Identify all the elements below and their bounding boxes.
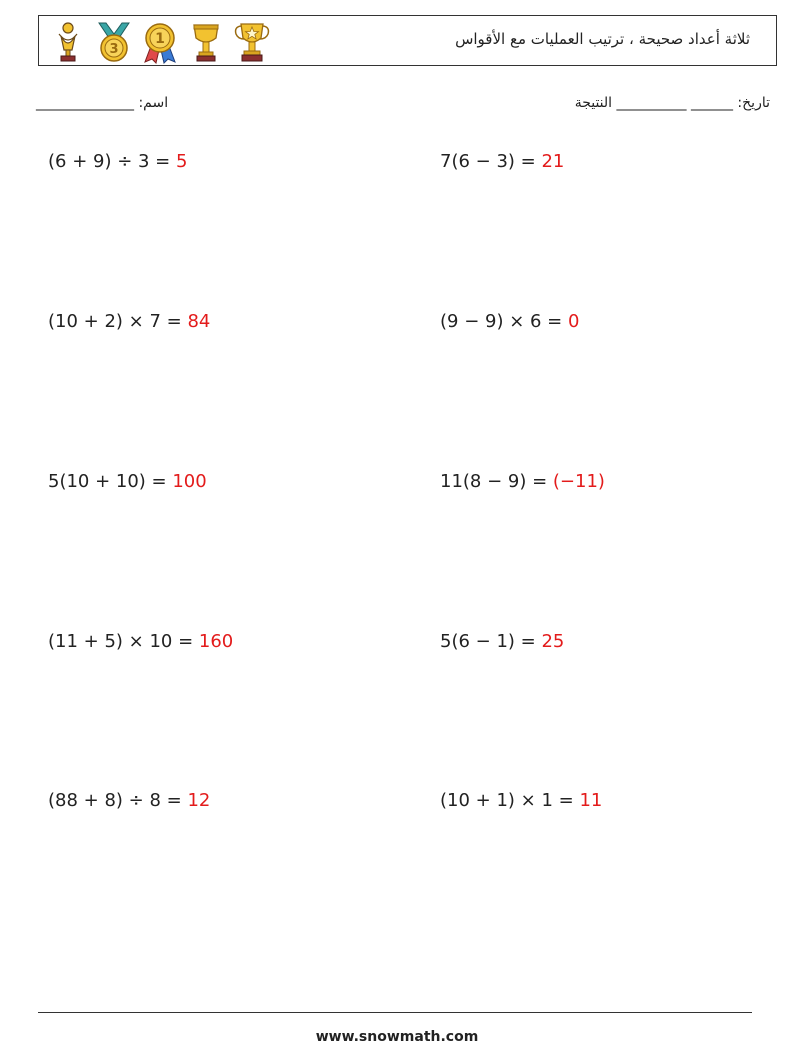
award-icon-row: [47, 20, 273, 64]
problem-expression: (10 + 2) × 7 =: [48, 311, 188, 332]
name-blank: ______________: [36, 95, 134, 111]
problem-9: [48, 790, 210, 811]
footer-url: www.snowmath.com: [315, 1029, 479, 1045]
problem-6: [440, 471, 605, 492]
date-score-field: [575, 95, 770, 111]
name-label: اسم:: [138, 95, 169, 111]
medal-1-icon: [139, 20, 181, 64]
date-label: تاريخ:: [737, 95, 770, 111]
problem-1: [48, 151, 187, 172]
problem-answer: 12: [187, 790, 211, 811]
problem-expression: (11 + 5) × 10 =: [48, 631, 199, 652]
problem-expression: (6 + 9) ÷ 3 =: [48, 151, 176, 172]
worksheet-header: [38, 15, 777, 66]
date-blank: ______: [690, 95, 733, 111]
problem-answer: 0: [567, 311, 580, 332]
trophy-figure-icon: [47, 20, 89, 64]
medal-3-icon: [93, 20, 135, 64]
problem-expression: (88 + 8) ÷ 8 =: [48, 790, 188, 811]
problem-3: [48, 311, 210, 332]
problem-answer: 84: [187, 311, 211, 332]
problem-answer: (−11): [552, 471, 605, 492]
problem-expression: (10 + 1) × 1 =: [440, 790, 580, 811]
problem-expression: (9 − 9) × 6 =: [440, 311, 568, 332]
cup-trophy-icon: [185, 20, 227, 64]
problem-expression: 5(6 − 1) =: [440, 631, 542, 652]
problem-2: [440, 151, 564, 172]
problem-expression: 5(10 + 10) =: [48, 471, 173, 492]
problem-8: [440, 631, 564, 652]
problem-answer: 11: [579, 790, 603, 811]
problem-7: [48, 631, 233, 652]
svg-text:3: 3: [109, 42, 119, 57]
score-blank: __________: [616, 95, 687, 111]
problem-expression: 11(8 − 9) =: [440, 471, 553, 492]
svg-text:1: 1: [155, 31, 165, 47]
problem-answer: 160: [198, 631, 234, 652]
worksheet-title: ثلاثة أعداد صحيحة ، ترتيب العمليات مع الأقواس: [455, 30, 750, 48]
problem-10: [440, 790, 602, 811]
problem-answer: 25: [541, 631, 565, 652]
problem-expression: 7(6 − 3) =: [440, 151, 542, 172]
problem-answer: 21: [541, 151, 565, 172]
star-trophy-icon: [231, 20, 273, 64]
footer-divider: [38, 1012, 752, 1013]
problem-4: [440, 311, 579, 332]
problem-answer: 100: [172, 471, 207, 492]
name-field: [36, 95, 168, 111]
score-label: النتيجة: [574, 95, 613, 111]
problem-5: [48, 471, 207, 492]
problem-answer: 5: [175, 151, 188, 172]
